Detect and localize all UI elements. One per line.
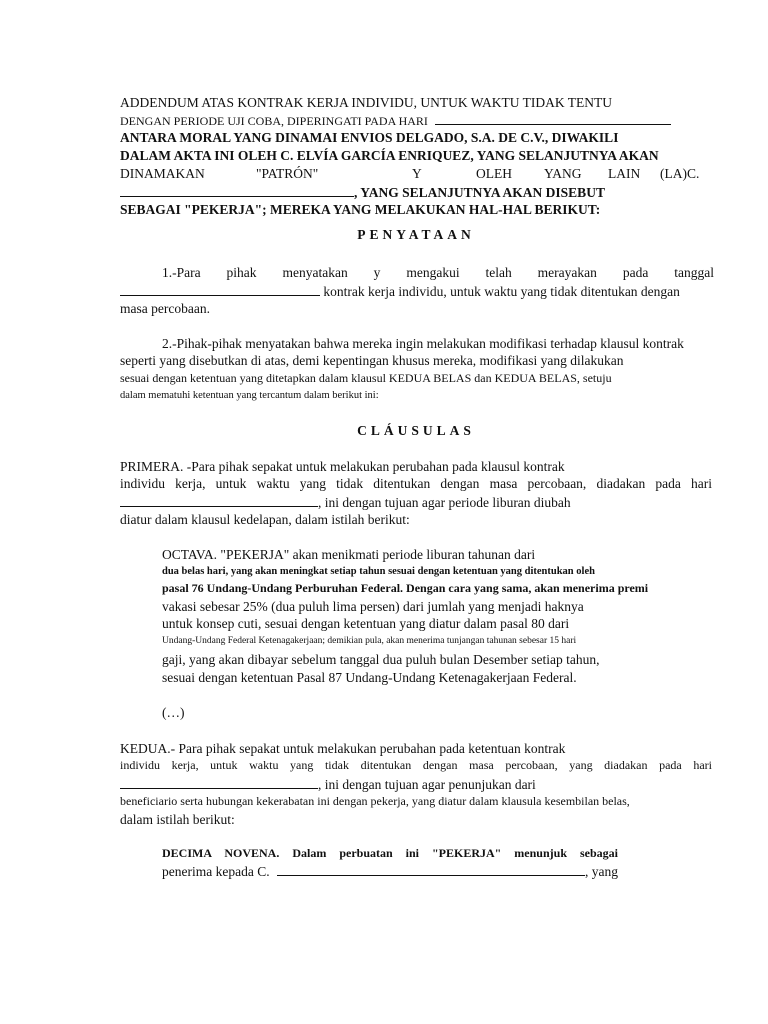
title-line-5-a: DINAMAKAN (120, 166, 205, 181)
octava-line-6: Undang-Undang Federal Ketenagakerjaan; demikian pula, akan menerima tunjangan tahunan sebesar 15 hari (162, 636, 577, 646)
kedua-line-5: dalam istilah berikut: (120, 812, 235, 827)
title-line-6 (120, 183, 712, 201)
decima-line-2-text: penerima kepada C. (162, 864, 270, 879)
primera-line-3-text: , ini dengan tujuan agar periode liburan diubah (318, 495, 571, 510)
octava-line-3: pasal 76 Undang-Undang Perburuhan Federal. Dengan cara yang sama, akan menerima premi (162, 581, 649, 595)
kedua-line-3-text: , ini dengan tujuan agar penunjukan dari (318, 777, 536, 792)
title-line-6-text: , YANG SELANJUTNYA AKAN DISEBUT (354, 185, 605, 200)
octava-ellipsis: (…) (162, 705, 185, 720)
primera-line-2: individu kerja, untuk waktu yang tidak ditentukan dengan masa percobaan, diadakan pada hari (120, 476, 712, 491)
decima-line-2-tail: , yang (584, 864, 618, 879)
title-line-3: ANTARA MORAL YANG DINAMAI ENVIOS DELGADO, S.A. DE C.V., DIWAKILI (120, 130, 619, 145)
primera-line-1: PRIMERA. -Para pihak sepakat untuk melakukan perubahan pada klausul kontrak (120, 459, 565, 474)
title-line-5 (120, 165, 712, 182)
p2-line-4: dalam mematuhi ketentuan yang tercantum dalam berikut ini: (120, 390, 379, 401)
clausulas-heading: CLÁUSULAS (357, 423, 475, 438)
octava-line-8: sesuai dengan ketentuan Pasal 87 Undang-Undang Ketenagakerjaan Federal. (162, 670, 577, 685)
octava-line-2: dua belas hari, yang akan meningkat setiap tahun sesuai dengan ketentuan yang ditentukan oleh (162, 566, 595, 577)
title-line-5-d: OLEH (476, 166, 512, 181)
decima-line-2 (162, 862, 714, 880)
kedua-date-blank (120, 775, 318, 789)
p1-line-1: 1.-Para pihak menyatakan y mengakui telah merayakan pada tanggal (162, 265, 714, 280)
worker-name-blank (120, 183, 354, 197)
kedua-line-4: beneficiario serta hubungan kekerabatan ini dengan pekerja, yang diatur dalam klausula kesembilan belas, (120, 794, 630, 808)
title-line-4: DALAM AKTA INI OLEH C. ELVÍA GARCÍA ENRIQUEZ, YANG SELANJUTNYA AKAN (120, 148, 659, 163)
kedua-line-1: KEDUA.- Para pihak sepakat untuk melakukan perubahan pada ketentuan kontrak (120, 741, 566, 756)
title-line-5-c: Y (412, 166, 422, 181)
p2-line-2: seperti yang disebutkan di atas, demi kepentingan khusus mereka, modifikasi yang dilakukan (120, 353, 624, 368)
primera-line-4: diatur dalam klausul kedelapan, dalam istilah berikut: (120, 512, 410, 527)
octava-line-1: OCTAVA. "PEKERJA" akan menikmati periode liburan tahunan dari (162, 547, 536, 562)
title-line-5-f: LAIN (608, 166, 641, 181)
title-line-5-e: YANG (544, 166, 582, 181)
beneficiary-name-blank (277, 862, 585, 876)
decima-line-1: DECIMA NOVENA. Dalam perbuatan ini "PEKERJA" menunjuk sebagai (162, 846, 618, 860)
primera-line-3 (120, 493, 712, 511)
date-blank (435, 111, 671, 125)
octava-line-5: untuk konsep cuti, sesuai dengan ketentuan yang diatur dalam pasal 80 dari (162, 616, 570, 631)
p2-line-3: sesuai dengan ketentuan yang ditetapkan dalam klausul KEDUA BELAS dan KEDUA BELAS, setuju (120, 371, 612, 385)
title-line-7: SEBAGAI "PEKERJA"; MEREKA YANG MELAKUKAN HAL-HAL BERIKUT: (120, 202, 601, 217)
p2-line-1: 2.-Pihak-pihak menyatakan bahwa mereka ingin melakukan modifikasi terhadap klausul kontrak (162, 336, 684, 351)
title-line-5-b: "PATRÓN" (256, 166, 319, 181)
pernyataan-heading: PENYATAAN (357, 227, 475, 242)
octava-line-4: vakasi sebesar 25% (dua puluh lima persen) dari jumlah yang menjadi haknya (162, 599, 584, 614)
p1-line-2-text: kontrak kerja individu, untuk waktu yang tidak ditentukan dengan (323, 284, 680, 299)
kedua-line-3 (120, 775, 712, 793)
primera-date-blank (120, 493, 318, 507)
title-line-5-g: (LA)C. (660, 166, 700, 181)
octava-line-7: gaji, yang akan dibayar sebelum tanggal dua puluh bulan Desember setiap tahun, (162, 652, 600, 667)
contract-date-blank (120, 282, 320, 296)
kedua-line-2: individu kerja, untuk waktu yang tidak ditentukan dengan masa percobaan, yang diadakan pada hari (120, 758, 712, 772)
title-line-2-text: DENGAN PERIODE UJI COBA, DIPERINGATI PADA HARI (120, 114, 428, 128)
title-line-1: ADDENDUM ATAS KONTRAK KERJA INDIVIDU, UNTUK WAKTU TIDAK TENTU (120, 95, 613, 110)
p1-line-3: masa percobaan. (120, 301, 210, 316)
p1-line-2 (120, 282, 712, 300)
title-line-2 (120, 111, 712, 130)
